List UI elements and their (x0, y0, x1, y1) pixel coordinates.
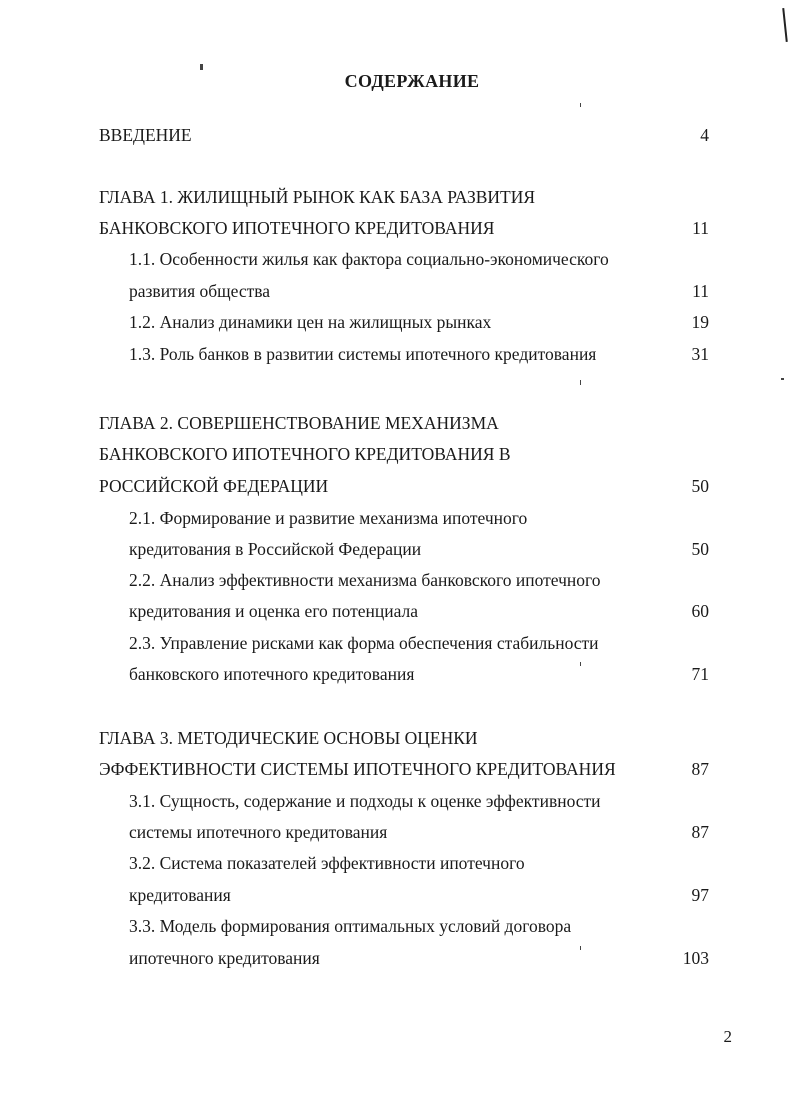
toc-chapter1-line2[interactable]: БАНКОВСКОГО ИПОТЕЧНОГО КРЕДИТОВАНИЯ (99, 218, 495, 238)
scan-artifact (580, 662, 581, 666)
toc-section-3-3-page[interactable]: 103 (682, 948, 709, 968)
toc-section-3-3-line1[interactable]: 3.3. Модель формирования оптимальных условий договора (129, 916, 572, 936)
toc-chapter2-line2[interactable]: БАНКОВСКОГО ИПОТЕЧНОГО КРЕДИТОВАНИЯ В (99, 444, 511, 464)
toc-chapter1-page[interactable]: 11 (692, 218, 709, 238)
scan-artifact (781, 378, 784, 380)
scan-artifact (580, 380, 581, 385)
toc-intro-page[interactable]: 4 (700, 125, 709, 145)
toc-section-2-2-line1[interactable]: 2.2. Анализ эффективности механизма банковского ипотечного (129, 570, 601, 590)
toc-intro-label[interactable]: ВВЕДЕНИЕ (99, 125, 192, 145)
page-title: СОДЕРЖАНИЕ (344, 71, 480, 91)
toc-section-1-1-page[interactable]: 11 (692, 281, 709, 301)
toc-chapter3-line1[interactable]: ГЛАВА 3. МЕТОДИЧЕСКИЕ ОСНОВЫ ОЦЕНКИ (99, 728, 478, 748)
toc-section-3-1-line1[interactable]: 3.1. Сущность, содержание и подходы к оценке эффективности (129, 791, 601, 811)
toc-section-1-3-line1[interactable]: 1.3. Роль банков в развитии системы ипотечного кредитования (129, 344, 597, 364)
toc-section-2-3-line2[interactable]: банковского ипотечного кредитования (129, 664, 415, 684)
toc-section-3-2-line2[interactable]: кредитования (129, 885, 231, 905)
scan-artifact (580, 946, 581, 950)
toc-section-1-1-line2[interactable]: развития общества (129, 281, 271, 301)
page-number: 2 (723, 1027, 732, 1046)
toc-section-2-1-page[interactable]: 50 (691, 539, 709, 559)
toc-section-3-2-page[interactable]: 97 (691, 885, 709, 905)
toc-chapter2-line1[interactable]: ГЛАВА 2. СОВЕРШЕНСТВОВАНИЕ МЕХАНИЗМА (99, 413, 499, 433)
scan-artifact (782, 8, 788, 42)
toc-section-3-3-line2[interactable]: ипотечного кредитования (129, 948, 320, 968)
toc-section-1-2-page[interactable]: 19 (691, 312, 709, 332)
toc-section-2-3-line1[interactable]: 2.3. Управление рисками как форма обеспечения стабильности (129, 633, 599, 653)
toc-section-3-1-line2[interactable]: системы ипотечного кредитования (129, 822, 388, 842)
scan-artifact (200, 64, 203, 70)
toc-chapter2-line3[interactable]: РОССИЙСКОЙ ФЕДЕРАЦИИ (99, 476, 329, 496)
toc-section-3-1-page[interactable]: 87 (691, 822, 709, 842)
toc-chapter3-page[interactable]: 87 (691, 759, 709, 779)
toc-section-2-3-page[interactable]: 71 (691, 664, 709, 684)
toc-section-2-2-page[interactable]: 60 (691, 601, 709, 621)
toc-section-2-1-line2[interactable]: кредитования в Российской Федерации (129, 539, 422, 559)
toc-section-2-1-line1[interactable]: 2.1. Формирование и развитие механизма ипотечного (129, 508, 528, 528)
toc-section-1-3-page[interactable]: 31 (691, 344, 709, 364)
toc-chapter3-line2[interactable]: ЭФФЕКТИВНОСТИ СИСТЕМЫ ИПОТЕЧНОГО КРЕДИТОВАНИЯ (99, 759, 616, 779)
toc-chapter2-page[interactable]: 50 (691, 476, 709, 496)
scan-artifact (580, 103, 581, 107)
toc-section-1-1-line1[interactable]: 1.1. Особенности жилья как фактора социально-экономического (129, 249, 609, 269)
toc-section-2-2-line2[interactable]: кредитования и оценка его потенциала (129, 601, 418, 621)
toc-chapter1-line1[interactable]: ГЛАВА 1. ЖИЛИЩНЫЙ РЫНОК КАК БАЗА РАЗВИТИЯ (99, 187, 536, 207)
toc-section-1-2-line1[interactable]: 1.2. Анализ динамики цен на жилищных рынках (129, 312, 492, 332)
toc-section-3-2-line1[interactable]: 3.2. Система показателей эффективности ипотечного (129, 853, 525, 873)
